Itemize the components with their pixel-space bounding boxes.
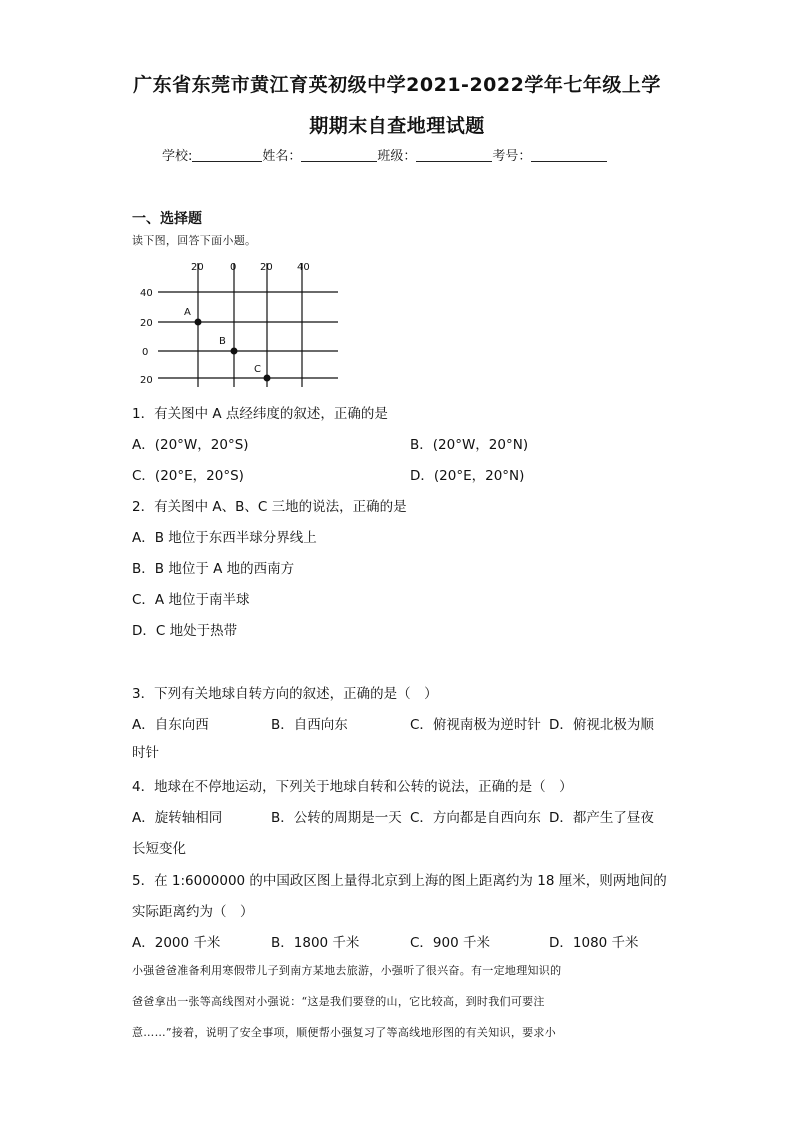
q5-option-c[interactable]: C．900 千米 bbox=[410, 935, 490, 951]
q4-option-b[interactable]: B．公转的周期是一天 bbox=[271, 810, 402, 826]
point-a-label: A bbox=[184, 307, 191, 318]
q5-option-a[interactable]: A．2000 千米 bbox=[132, 935, 221, 951]
question-1-stem: 1．有关图中 A 点经纬度的叙述，正确的是 bbox=[132, 406, 388, 422]
q4-option-d-continued: 长短变化 bbox=[132, 841, 186, 857]
point-c-marker bbox=[264, 375, 271, 382]
point-a-marker bbox=[195, 319, 202, 326]
point-c-label: C bbox=[254, 364, 261, 375]
point-b-label: B bbox=[219, 336, 226, 347]
exam-title-line2: 期期末自查地理试题 bbox=[309, 115, 485, 137]
passage-line-3: 意……”接着，说明了安全事项，顺便帮小强复习了等高线地形图的有关知识，要求小 bbox=[132, 1026, 557, 1039]
latitude-label: 20 bbox=[140, 318, 153, 329]
q4-option-c[interactable]: C．方向都是自西向东 bbox=[410, 810, 541, 826]
q5-option-d[interactable]: D．1080 千米 bbox=[549, 935, 639, 951]
q2-option-c[interactable]: C．A 地位于南半球 bbox=[132, 592, 250, 608]
passage-line-1: 小强爸爸准备利用寒假带儿子到南方某地去旅游，小强听了很兴奋。有一定地理知识的 bbox=[132, 964, 562, 977]
question-3-stem: 3．下列有关地球自转方向的叙述，正确的是（ ） bbox=[132, 686, 438, 702]
latitude-label: 40 bbox=[140, 288, 153, 299]
q4-option-d[interactable]: D．都产生了昼夜 bbox=[549, 810, 654, 826]
name-label: 姓名： bbox=[262, 149, 302, 164]
point-b-marker bbox=[231, 348, 238, 355]
longitude-label: 20 bbox=[260, 262, 273, 273]
longitude-label: 40 bbox=[297, 262, 310, 273]
q3-option-b[interactable]: B．自西向东 bbox=[271, 717, 348, 733]
q2-option-d[interactable]: D．C 地处于热带 bbox=[132, 623, 238, 639]
class-blank[interactable] bbox=[416, 147, 492, 162]
q3-option-c[interactable]: C．俯视南极为逆时针 bbox=[410, 717, 541, 733]
q5-option-b[interactable]: B．1800 千米 bbox=[271, 935, 360, 951]
q1-option-d[interactable]: D．(20°E，20°N) bbox=[410, 468, 525, 484]
passage-line-2: 爸爸拿出一张等高线图对小强说：“这是我们要登的山，它比较高，到时我们可要注 bbox=[132, 995, 545, 1008]
q3-option-a[interactable]: A．自东向西 bbox=[132, 717, 209, 733]
section-heading: 一、选择题 bbox=[132, 211, 202, 227]
q1-option-b[interactable]: B．(20°W，20°N) bbox=[410, 437, 529, 453]
question-5-stem: 5．在 1:6000000 的中国政区图上量得北京到上海的图上距离约为 18 厘米，则两地间的 bbox=[132, 873, 667, 889]
latitude-label: 0 bbox=[142, 347, 149, 358]
q2-option-a[interactable]: A．B 地位于东西半球分界线上 bbox=[132, 530, 317, 546]
student-info-row bbox=[162, 145, 607, 164]
q3-option-d[interactable]: D．俯视北极为顺 bbox=[549, 717, 654, 733]
latitude-label: 20 bbox=[140, 375, 153, 386]
q3-option-d-continued: 时针 bbox=[132, 745, 159, 761]
number-label: 考号： bbox=[492, 149, 532, 164]
name-blank[interactable] bbox=[301, 147, 377, 162]
q4-option-a[interactable]: A．旋转轴相同 bbox=[132, 810, 223, 826]
latitude-lines bbox=[158, 292, 338, 378]
q1-option-c[interactable]: C．(20°E，20°S) bbox=[132, 468, 244, 484]
exam-title-line1: 广东省东莞市黄江育英初级中学2021-2022学年七年级上学 bbox=[133, 74, 661, 96]
class-label: 班级： bbox=[377, 149, 417, 164]
instruction-text: 读下图，回答下面小题。 bbox=[132, 234, 257, 247]
number-blank[interactable] bbox=[531, 147, 607, 162]
school-label: 学校: bbox=[162, 149, 193, 164]
question-4-stem: 4．地球在不停地运动，下列关于地球自转和公转的说法，正确的是（ ） bbox=[132, 779, 573, 795]
longitude-label: 20 bbox=[191, 262, 204, 273]
longitude-label: 0 bbox=[230, 262, 237, 273]
longitude-lines bbox=[198, 263, 302, 387]
school-blank[interactable] bbox=[192, 147, 262, 162]
q1-option-a[interactable]: A．(20°W，20°S) bbox=[132, 437, 249, 453]
lat-long-grid-figure bbox=[130, 255, 350, 395]
question-2-stem: 2．有关图中 A、B、C 三地的说法，正确的是 bbox=[132, 499, 407, 515]
q2-option-b[interactable]: B．B 地位于 A 地的西南方 bbox=[132, 561, 295, 577]
question-5-stem-continued: 实际距离约为（ ） bbox=[132, 904, 254, 920]
